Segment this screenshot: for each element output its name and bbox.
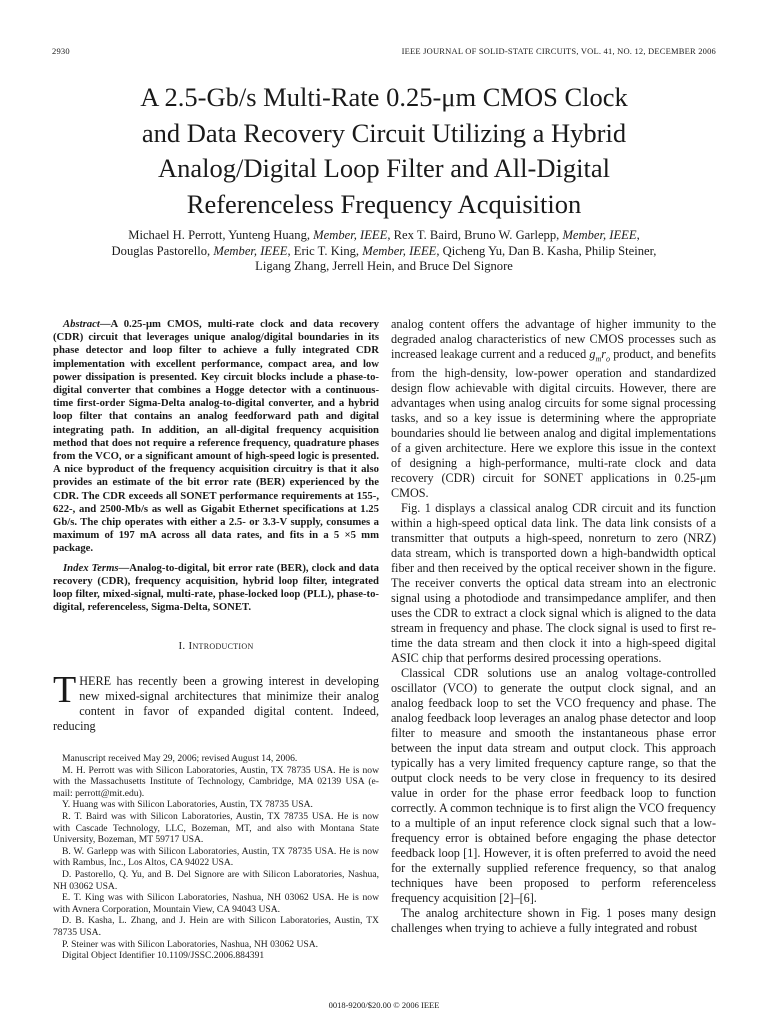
intro-paragraph	[53, 669, 379, 734]
author-list	[40, 228, 728, 275]
journal-header: IEEE JOURNAL OF SOLID-STATE CIRCUITS, VOL. 41, NO. 12, DECEMBER 2006	[401, 46, 716, 56]
paragraph: analog content offers the advantage of higher immunity to the degraded analog characteristics of new CMOS processes such as increased leakage current and a reduced $g_mr_o$ product, and benefits from the high-density, low-power operation and standardized design flow achievable with digital circuits. However, there are advantages when using analog circuits for some signal processing tasks, and so a key issue is determining where the appropriate boundaries should lie between analog and digital implementations of a given architecture. Here we explore this issue in the context of designing a high-performance, multi-rate clock and data recovery (CDR) circuit for SONET applications in 0.25-μm CMOS.	[391, 317, 717, 501]
title-line: Referenceless Frequency Acquisition	[186, 188, 582, 219]
paragraph: Classical CDR solutions use an analog voltage-controlled oscillator (VCO) to generate the output clock signal, and an analog feedback loop to set the VCO frequency and phase. The analog feedback loop leverages an analog phase detector and loop filter to measure and smooth the instantaneous phase error between the input data stream and output clock. This approach typically has a very limited frequency capture range, so that the output clock needs to be very close in frequency to its desired value in order for the phase error feedback loop to function correctly. A common technique is to first align the VCO frequency to a multiple of an input reference clock signal such that a low-frequency error is obtained before engaging the phase detector feedback loop [1]. However, it is often preferred to avoid the need for the externally supplied reference frequency, so that analog techniques have been proposed to perform referenceless frequency acquisition [2]–[6].	[391, 666, 716, 906]
footnote: D. B. Kasha, L. Zhang, and J. Hein are with Silicon Laboratories, Austin, TX 78735 USA.	[53, 915, 379, 938]
index-terms-text: —Analog-to-digital, bit error rate (BER), clock and data recovery (CDR), frequency acquisition, hybrid loop filter, integrated loop filter, mixed-signal, multi-rate, phase-locked loop (PLL), phase-to-digital, referenceless, Sigma-Delta, SONET.	[53, 561, 379, 614]
section-number: I.	[178, 640, 186, 653]
title-line: A 2.5-Gb/s Multi-Rate 0.25-μm CMOS Clock	[140, 82, 628, 112]
footnotes	[53, 753, 379, 962]
abstract-label: Abstract	[63, 318, 100, 330]
footnote: R. T. Baird was with Silicon Laboratories, Austin, TX 78735 USA. He is now with Cascade Technology, LLC, Bozeman, MT, and also with Montana State University, Bozeman, MT 59717 USA.	[53, 810, 379, 846]
drop-cap: T	[53, 669, 77, 712]
paper-title	[40, 80, 728, 222]
abstract	[53, 318, 379, 556]
author-line: Michael H. Perrott, Yunteng Huang, Member, IEEE, Rex T. Baird, Bruno W. Garlepp, Member, IEEE,	[128, 228, 640, 242]
abstract-text: —A 0.25-μm CMOS, multi-rate clock and data recovery (CDR) circuit that leverages unique analog/digital boundaries in its phase detector and loop filter to achieve a fully integrated CDR implementation with excellent performance, compact area, and low power dissipation is presented. Key circuit blocks include a phase-to-digital converter that combines a Hogge detector with a continuous-time first-order Sigma-Delta analog-to-digital converter, and a hybrid loop filter that contains an analog feedforward path and digital integrating path. In addition, an all-digital frequency acquisition method that does not require a reference frequency, quadrature phases from the VCO, or a significant amount of high-speed logic is presented. A nice byproduct of the frequency acquisition circuitry is that it also provides an estimate of the bit error rate (BER) experienced by the CDR. The CDR exceeds all SONET performance requirements at 155-, 622-, and 2500-Mb/s as well as Gigabit Ethernet specifications at 1.25 Gb/s. The chip operates with either a 2.5- or 3.3-V supply, consumes a maximum of 197 mA across all data rates, and fits in a 5 ×5 mm package.	[53, 318, 379, 555]
right-column	[391, 317, 716, 936]
footnote: M. H. Perrott was with Silicon Laboratories, Austin, TX 78735 USA. He is now with the Massachusetts Institute of Technology, Cambridge, MA 02139 USA (e-mail: perrott@mit.edu).	[53, 764, 379, 799]
title-line: Analog/Digital Loop Filter and All-Digital	[158, 153, 610, 183]
footnote: P. Steiner was with Silicon Laboratories, Nashua, NH 03062 USA.	[62, 938, 319, 950]
footnote-doi: Digital Object Identifier 10.1109/JSSC.2006.884391	[62, 950, 265, 962]
footnote: B. W. Garlepp was with Silicon Laboratories, Austin, TX 78735 USA. He is now with Rambus, Inc., Los Altos, CA 94022 USA.	[53, 845, 379, 869]
footnote: Manuscript received May 29, 2006; revised August 14, 2006.	[62, 753, 298, 764]
footnote: D. Pastorello, Q. Yu, and B. Del Signore are with Silicon Laboratories, Nashua, NH 03062 USA.	[53, 868, 379, 892]
author-line: Ligang Zhang, Jerrell Hein, and Bruce Del Signore	[255, 259, 513, 273]
section-title: Introduction	[188, 640, 254, 653]
index-terms-label: Index Terms	[63, 561, 119, 574]
copyright-footer: 0018-9200/$20.00 © 2006 IEEE	[328, 1000, 440, 1010]
left-column	[53, 318, 379, 734]
title-line: and Data Recovery Circuit Utilizing a Hybrid	[141, 117, 627, 148]
intro-text: HERE has recently been a growing interest in developing new mixed-signal architectures that minimize their analog content in favor of expanded digital content. Indeed, reducing	[53, 674, 379, 734]
footnote: Y. Huang was with Silicon Laboratories, Austin, TX 78735 USA.	[62, 799, 313, 811]
author-line: Douglas Pastorello, Member, IEEE, Eric T. King, Member, IEEE, Qicheng Yu, Dan B. Kasha, Philip Steiner,	[111, 243, 657, 258]
index-terms	[53, 562, 379, 615]
body-text	[391, 317, 716, 936]
paragraph: Fig. 1 displays a classical analog CDR circuit and its function within a high-speed optical data link. The data link consists of a transmitter that outputs a high-speed, nonreturn to zero (NRZ) data stream, which is transported down a high-bandwidth optical fiber and then received by the optical receiver shown in the figure. The receiver converts the optical data stream into an electronic signal using a photodiode and transimpedance amplifer, and then uses the CDR to extract a clock signal which is aligned to the data stream in frequency and phase. The clock signal is used to first re-time the data stream and then clock it into a high-speed digital ASIC chip that performs desired processing operations.	[391, 501, 716, 666]
section-heading	[53, 640, 379, 652]
footnote: E. T. King was with Silicon Laboratories, Nashua, NH 03062 USA. He is now with Avnera Corporation, Mountain View, CA 94043 USA.	[53, 892, 379, 915]
paragraph: The analog architecture shown in Fig. 1 poses many design challenges when trying to achieve a fully integrated and robust	[391, 906, 716, 936]
page-number: 2930	[52, 46, 70, 56]
